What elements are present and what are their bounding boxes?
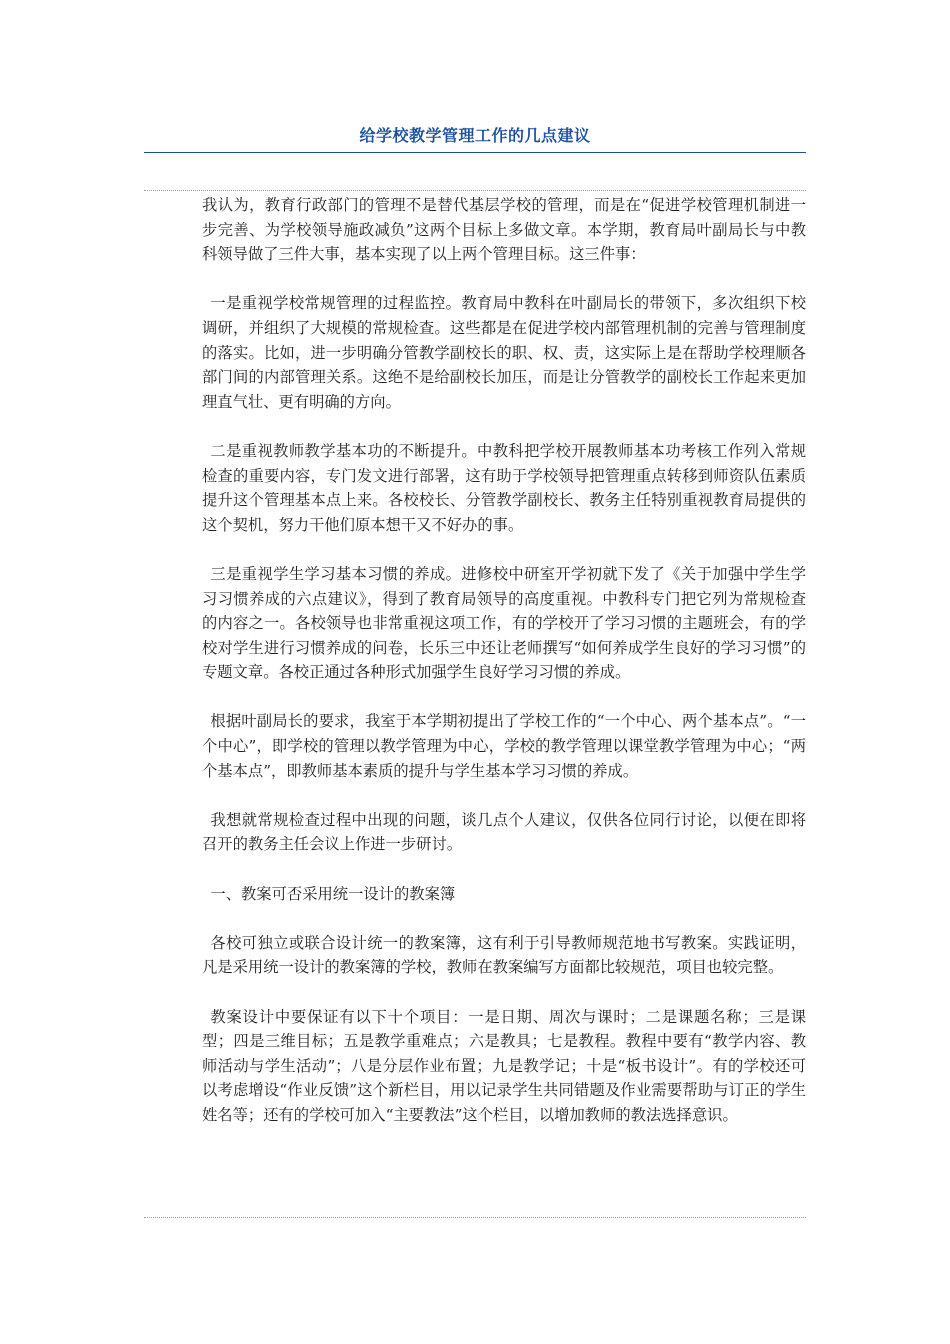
page-title: 给学校教学管理工作的几点建议 xyxy=(359,126,591,145)
paragraph-one-center-two-points: 根据叶副局长的要求，我室于本学期初提出了学校工作的“一个中心、两个基本点”。“一个中心”，即学校的管理以教学管理为中心，学校的教学管理以课堂教学管理为中心；“两个基本点”，即教师基本素质的提升与学生基本学习习惯的养成。 xyxy=(202,712,806,780)
paragraph-lesson-plan-book: 各校可独立或联合设计统一的教案簿，这有利于引导教师规范地书写教案。实践证明，凡是采用统一设计的教案簿的学校，教师在教案编写方面都比较规范，项目也较完整。 xyxy=(202,933,806,977)
bottom-dotted-divider xyxy=(144,1217,806,1218)
section-heading-lesson-plan: 一、教案可否采用统一设计的教案簿 xyxy=(210,884,456,903)
paragraph-point-three: 三是重视学生学习基本习惯的养成。进修校中研室开学初就下发了《关于加强中学生学习习惯养成的六点建议》，得到了教育局领导的高度重视。中教科专门把它列为常规检查的内容之一。各校领导也非常重视这项工作，有的学校开了学习习惯的主题班会，有的学校对学生进行习惯养成的问卷，长乐三中还让老师撰写“如何养成学生良好的学习习惯”的专题文章。各校正通过各种形式加强学生良好学习习惯的养成。 xyxy=(202,564,806,682)
top-dotted-divider xyxy=(144,190,806,191)
paragraph-lesson-plan-items: 教案设计中要保证有以下十个项目：一是日期、周次与课时；二是课题名称；三是课型；四是三维目标；五是教学重难点；六是教具；七是教程。教程中要有“教学内容、教师活动与学生活动”；八是分层作业布置；九是教学记；十是“板书设计”。有的学校还可以考虑增设“作业反馈”这个新栏目，用以记录学生共同错题及作业需要帮助与订正的学生姓名等；还有的学校可加入“主要教法”这个栏目，以增加教师的教法选择意识。 xyxy=(202,1007,806,1124)
paragraph-point-two: 二是重视教师教学基本功的不断提升。中教科把学校开展教师基本功考核工作列入常规检查的重要内容，专门发文进行部署，这有助于学校领导把管理重点转移到师资队伍素质提升这个管理基本点上来。各校校长、分管教学副校长、教务主任特别重视教育局提供的这个契机，努力干他们原本想干又不好办的事。 xyxy=(202,441,806,534)
paragraph-intro: 我认为，教育行政部门的管理不是替代基层学校的管理，而是在“促进学校管理机制进一步完善、为学校领导施政减负”这两个目标上多做文章。本学期，教育局叶副局长与中教科领导做了三件大事，基本实现了以上两个管理目标。这三件事： xyxy=(202,196,806,264)
paragraph-point-one: 一是重视学校常规管理的过程监控。教育局中教科在叶副局长的带领下，多次组织下校调研，并组织了大规模的常规检查。这些都是在促进学校内部管理机制的完善与管理制度的落实。比如，进一步明确分管教学副校长的职、权、责，这实际上是在帮助学校理顺各部门间的内部管理关系。这绝不是给副校长加压，而是让分管教学的副校长工作起来更加理直气壮、更有明确的方向。 xyxy=(202,294,806,411)
title-underline xyxy=(144,152,806,153)
paragraph-suggestions-intro: 我想就常规检查过程中出现的问题，谈几点个人建议，仅供各位同行讨论，以便在即将召开的教务主任会议上作进一步研讨。 xyxy=(202,810,806,854)
article-body xyxy=(202,193,806,1128)
